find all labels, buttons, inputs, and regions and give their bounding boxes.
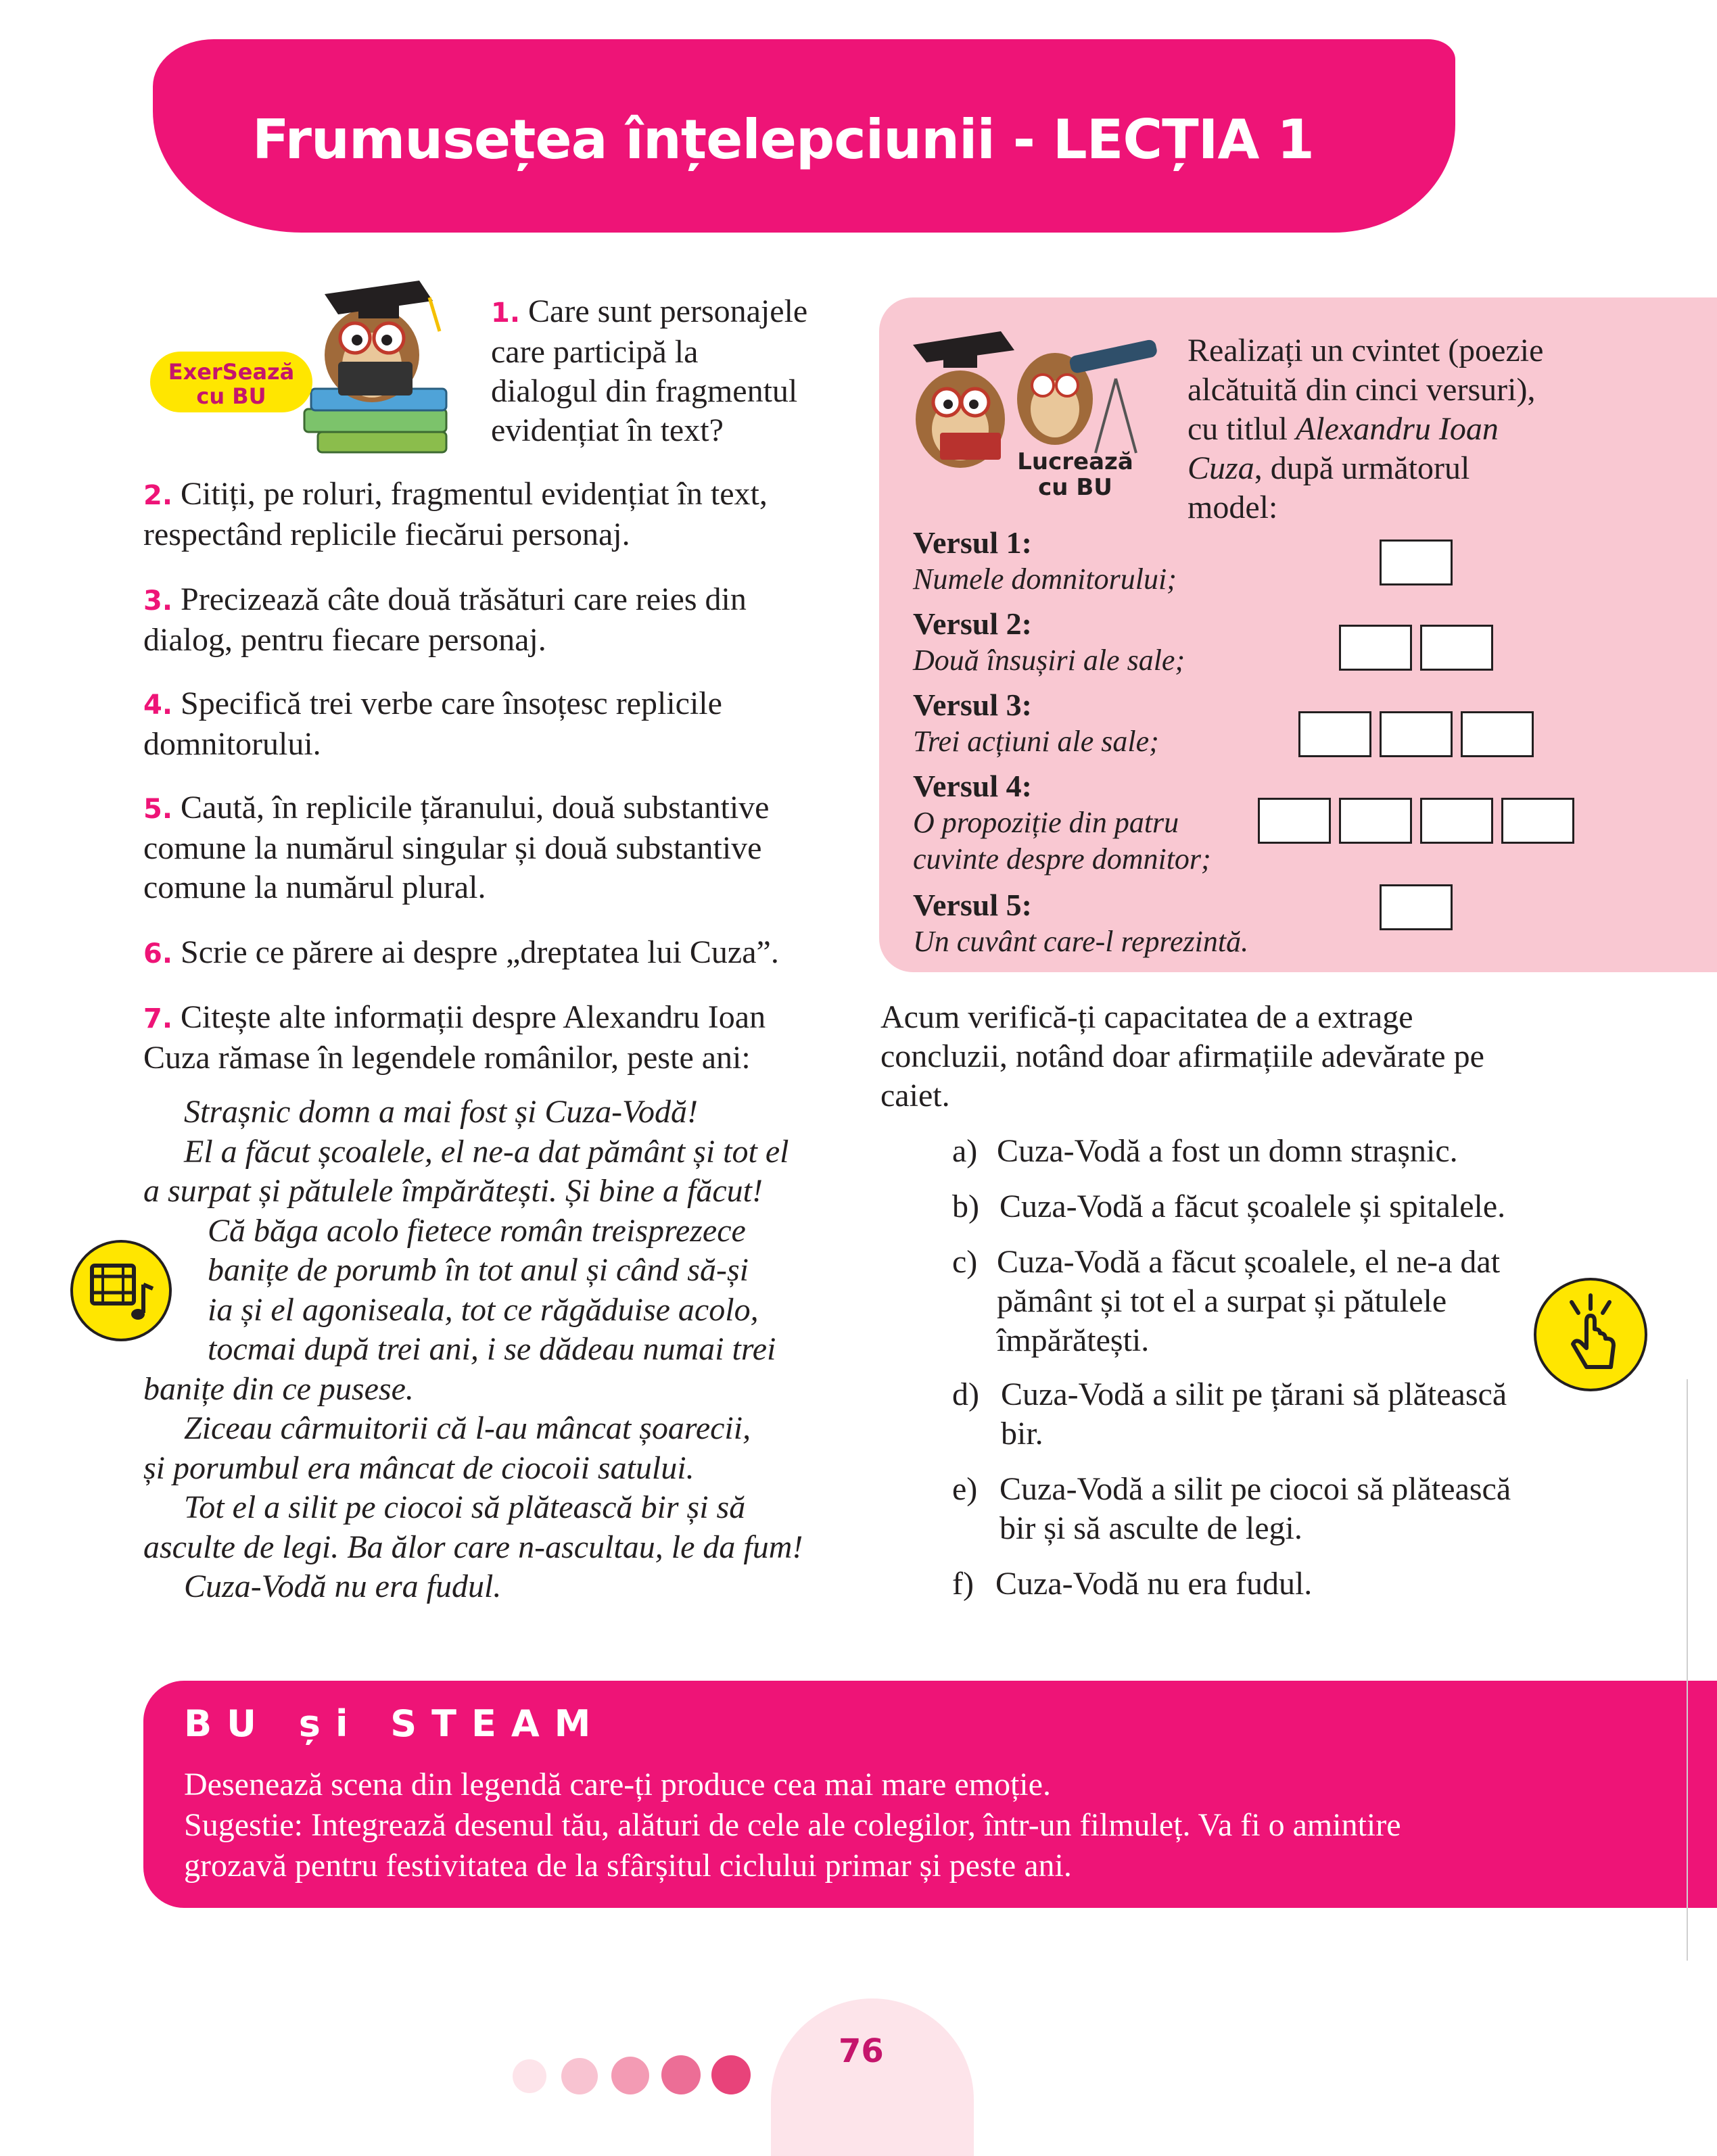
steam-line: Sugestie: Integrează desenul tău, alături de cele ale colegilor, într-un filmuleț. Va fi o amintire bbox=[184, 1807, 1401, 1843]
answer-box[interactable] bbox=[1380, 884, 1453, 930]
question-3 bbox=[143, 580, 860, 660]
answer-line: pământ și tot el a surpat și pătulele bbox=[997, 1283, 1447, 1319]
steam-line: Desenează scena din legendă care-ți produce cea mai mare emoție. bbox=[184, 1767, 1051, 1802]
answer-line: Cuza-Vodă a silit pe ciocoi să plătească bbox=[999, 1471, 1511, 1507]
intro-line: Realizați un cvintet (poezie bbox=[1187, 333, 1544, 368]
question-line: Scrie ce părere ai despre „dreptatea lui Cuza”. bbox=[181, 934, 779, 970]
intro-line: cu titlul bbox=[1187, 411, 1296, 447]
question-line: Citește alte informații despre Alexandru Ioan bbox=[181, 999, 766, 1035]
answer-box[interactable] bbox=[1380, 711, 1453, 757]
steam-line: grozavă pentru festivitatea de la sfârșitul ciclului primar și peste ani. bbox=[184, 1848, 1072, 1884]
answer-d bbox=[952, 1375, 1628, 1454]
video-music-icon[interactable] bbox=[70, 1240, 172, 1341]
question-number: 5. bbox=[143, 794, 173, 825]
legend-text bbox=[143, 1093, 874, 1607]
legend-line: banițe din ce pusese. bbox=[143, 1370, 414, 1407]
verse-5 bbox=[913, 887, 1248, 960]
answer-f bbox=[952, 1564, 1628, 1604]
intro-line: Acum verifică-ți capacitatea de a extrage bbox=[880, 999, 1413, 1035]
owl-laptop-icon bbox=[298, 267, 473, 463]
legend-line: Că băga acolo fietece român treisprezece bbox=[208, 1212, 746, 1249]
poem-title: Cuza bbox=[1187, 450, 1254, 486]
intro-line: , după următorul bbox=[1254, 450, 1470, 486]
legend-line: a surpat și pătulele împărătești. Și bine a făcut! bbox=[143, 1173, 763, 1209]
answer-box[interactable] bbox=[1339, 625, 1412, 671]
footer-dot bbox=[611, 2057, 649, 2094]
legend-line: Tot el a silit pe ciocoi să plătească bir și să bbox=[184, 1489, 746, 1525]
question-7 bbox=[143, 998, 860, 1078]
steam-title: BU și STEAM bbox=[184, 1702, 606, 1745]
question-number: 3. bbox=[143, 585, 173, 617]
badge-line-1: Lucrează bbox=[1017, 448, 1133, 475]
question-line: Cuza rămase în legendele românilor, peste ani: bbox=[143, 1040, 751, 1076]
legend-line: ia și el agoniseala, tot ce răgăduise acolo, bbox=[208, 1291, 759, 1328]
question-number: 4. bbox=[143, 690, 173, 721]
question-number: 6. bbox=[143, 938, 173, 969]
intro-line: concluzii, notând doar afirmațiile adevărate pe bbox=[880, 1038, 1484, 1074]
answer-letter: d) bbox=[952, 1376, 979, 1412]
question-line: Caută, în replicile țăranului, două substantive bbox=[181, 790, 770, 825]
legend-line: El a făcut școalele, el ne-a dat pământ și tot el bbox=[184, 1133, 789, 1170]
badge-line-1: ExerSează bbox=[168, 359, 295, 385]
answer-letter: f) bbox=[952, 1566, 974, 1602]
answer-line: împărătești. bbox=[997, 1322, 1150, 1358]
answer-letter: a) bbox=[952, 1133, 978, 1169]
verse-desc: Numele domnitorului; bbox=[913, 562, 1177, 596]
answer-box[interactable] bbox=[1258, 798, 1331, 844]
question-4 bbox=[143, 684, 860, 764]
legend-line: banițe de porumb în tot anul și când să-și bbox=[208, 1252, 749, 1288]
verse-label: Versul 5: bbox=[913, 888, 1032, 922]
answer-line: Cuza-Vodă a făcut școalele și spitalele. bbox=[999, 1189, 1506, 1224]
question-line: Citiți, pe roluri, fragmentul evidențiat în text, bbox=[181, 476, 768, 512]
answer-b bbox=[952, 1187, 1628, 1226]
intro-line: model: bbox=[1187, 489, 1278, 525]
verse-label: Versul 1: bbox=[913, 525, 1032, 560]
question-line: Specifică trei verbe care însoțesc replicile bbox=[181, 686, 722, 721]
verse-label: Versul 4: bbox=[913, 769, 1032, 803]
question-2 bbox=[143, 475, 860, 554]
answer-box[interactable] bbox=[1420, 798, 1493, 844]
cvintet-intro bbox=[1187, 331, 1688, 527]
answer-line: Cuza-Vodă a făcut școalele, el ne-a dat bbox=[997, 1244, 1501, 1280]
question-line: dialog, pentru fiecare personaj. bbox=[143, 622, 546, 658]
answer-line: Cuza-Vodă a silit pe țărani să plătească bbox=[1001, 1376, 1507, 1412]
answer-letter: c) bbox=[952, 1244, 978, 1280]
question-line: comune la numărul plural. bbox=[143, 869, 486, 905]
answer-box[interactable] bbox=[1339, 798, 1412, 844]
answer-line: Cuza-Vodă a fost un domn strașnic. bbox=[997, 1133, 1458, 1169]
answer-c bbox=[952, 1243, 1628, 1360]
verify-intro bbox=[880, 998, 1706, 1116]
verse-label: Versul 2: bbox=[913, 606, 1032, 641]
margin-line bbox=[1687, 1379, 1688, 1961]
answer-letter: b) bbox=[952, 1189, 979, 1224]
badge-line-2: cu BU bbox=[1038, 474, 1112, 501]
legend-line: asculte de legi. Ba ălor care n-ascultau, le da fum! bbox=[143, 1529, 803, 1565]
answer-box[interactable] bbox=[1420, 625, 1493, 671]
badge-line-2: cu BU bbox=[196, 383, 266, 409]
answer-line: bir și să asculte de legi. bbox=[999, 1510, 1302, 1546]
question-number: 2. bbox=[143, 480, 173, 511]
question-line: Precizează câte două trăsături care reies din bbox=[181, 581, 747, 617]
question-5 bbox=[143, 788, 860, 907]
page-number-tab bbox=[771, 1998, 974, 2156]
tap-hand-icon[interactable] bbox=[1534, 1278, 1647, 1391]
legend-line: Strașnic domn a mai fost și Cuza-Vodă! bbox=[184, 1094, 699, 1130]
legend-line: tocmai după trei ani, i se dădeau numai trei bbox=[208, 1331, 776, 1367]
question-line: Care sunt personajele bbox=[528, 293, 808, 329]
footer-dot bbox=[561, 2058, 598, 2094]
footer-dot bbox=[711, 2055, 751, 2094]
question-1 bbox=[491, 292, 870, 450]
verse-desc: Două însușiri ale sale; bbox=[913, 644, 1185, 677]
verse-3 bbox=[913, 687, 1159, 760]
question-number: 7. bbox=[143, 1003, 173, 1034]
page-number: 76 bbox=[839, 2032, 884, 2070]
question-number: 1. bbox=[491, 297, 521, 329]
legend-line: și porumbul era mâncat de ciocoii satului. bbox=[143, 1450, 695, 1486]
verse-desc: O propoziție din patru bbox=[913, 806, 1179, 839]
legend-line: Cuza-Vodă nu era fudul. bbox=[184, 1568, 502, 1604]
answer-line: bir. bbox=[1001, 1416, 1043, 1452]
verse-4 bbox=[913, 768, 1211, 878]
question-6 bbox=[143, 933, 860, 974]
answer-e bbox=[952, 1470, 1628, 1548]
answer-box[interactable] bbox=[1380, 540, 1453, 585]
intro-line: caiet. bbox=[880, 1078, 950, 1113]
verse-2 bbox=[913, 606, 1185, 679]
lucreaza-badge bbox=[1001, 449, 1150, 504]
verse-desc: Trei acțiuni ale sale; bbox=[913, 725, 1159, 758]
legend-line: Ziceau cârmuitorii că l-au mâncat șoarecii, bbox=[184, 1410, 751, 1446]
intro-line: alcătuită din cinci versuri), bbox=[1187, 372, 1536, 408]
verse-1 bbox=[913, 525, 1177, 598]
answer-a bbox=[952, 1132, 1628, 1171]
answer-box[interactable] bbox=[1461, 711, 1534, 757]
question-line: dialogul din fragmentul bbox=[491, 373, 798, 409]
question-line: comune la numărul singular și două substantive bbox=[143, 830, 762, 866]
answer-box[interactable] bbox=[1501, 798, 1574, 844]
question-line: domnitorului. bbox=[143, 726, 321, 762]
footer-dot bbox=[513, 2059, 546, 2093]
question-line: evidențiat în text? bbox=[491, 412, 724, 448]
exerseaza-badge bbox=[150, 352, 312, 412]
verse-label: Versul 3: bbox=[913, 688, 1032, 722]
page-title: Frumusețea înțelepciunii - LECȚIA 1 bbox=[252, 108, 1314, 171]
answer-letter: e) bbox=[952, 1471, 978, 1507]
verse-desc: Un cuvânt care-l reprezintă. bbox=[913, 925, 1249, 958]
question-line: respectând replicile fiecărui personaj. bbox=[143, 517, 630, 552]
verse-desc: cuvinte despre domnitor; bbox=[913, 842, 1211, 876]
question-line: care participă la bbox=[491, 334, 699, 370]
answer-line: Cuza-Vodă nu era fudul. bbox=[995, 1566, 1313, 1602]
poem-title: Alexandru Ioan bbox=[1295, 411, 1499, 447]
answer-box[interactable] bbox=[1298, 711, 1371, 757]
footer-dot bbox=[661, 2055, 701, 2094]
